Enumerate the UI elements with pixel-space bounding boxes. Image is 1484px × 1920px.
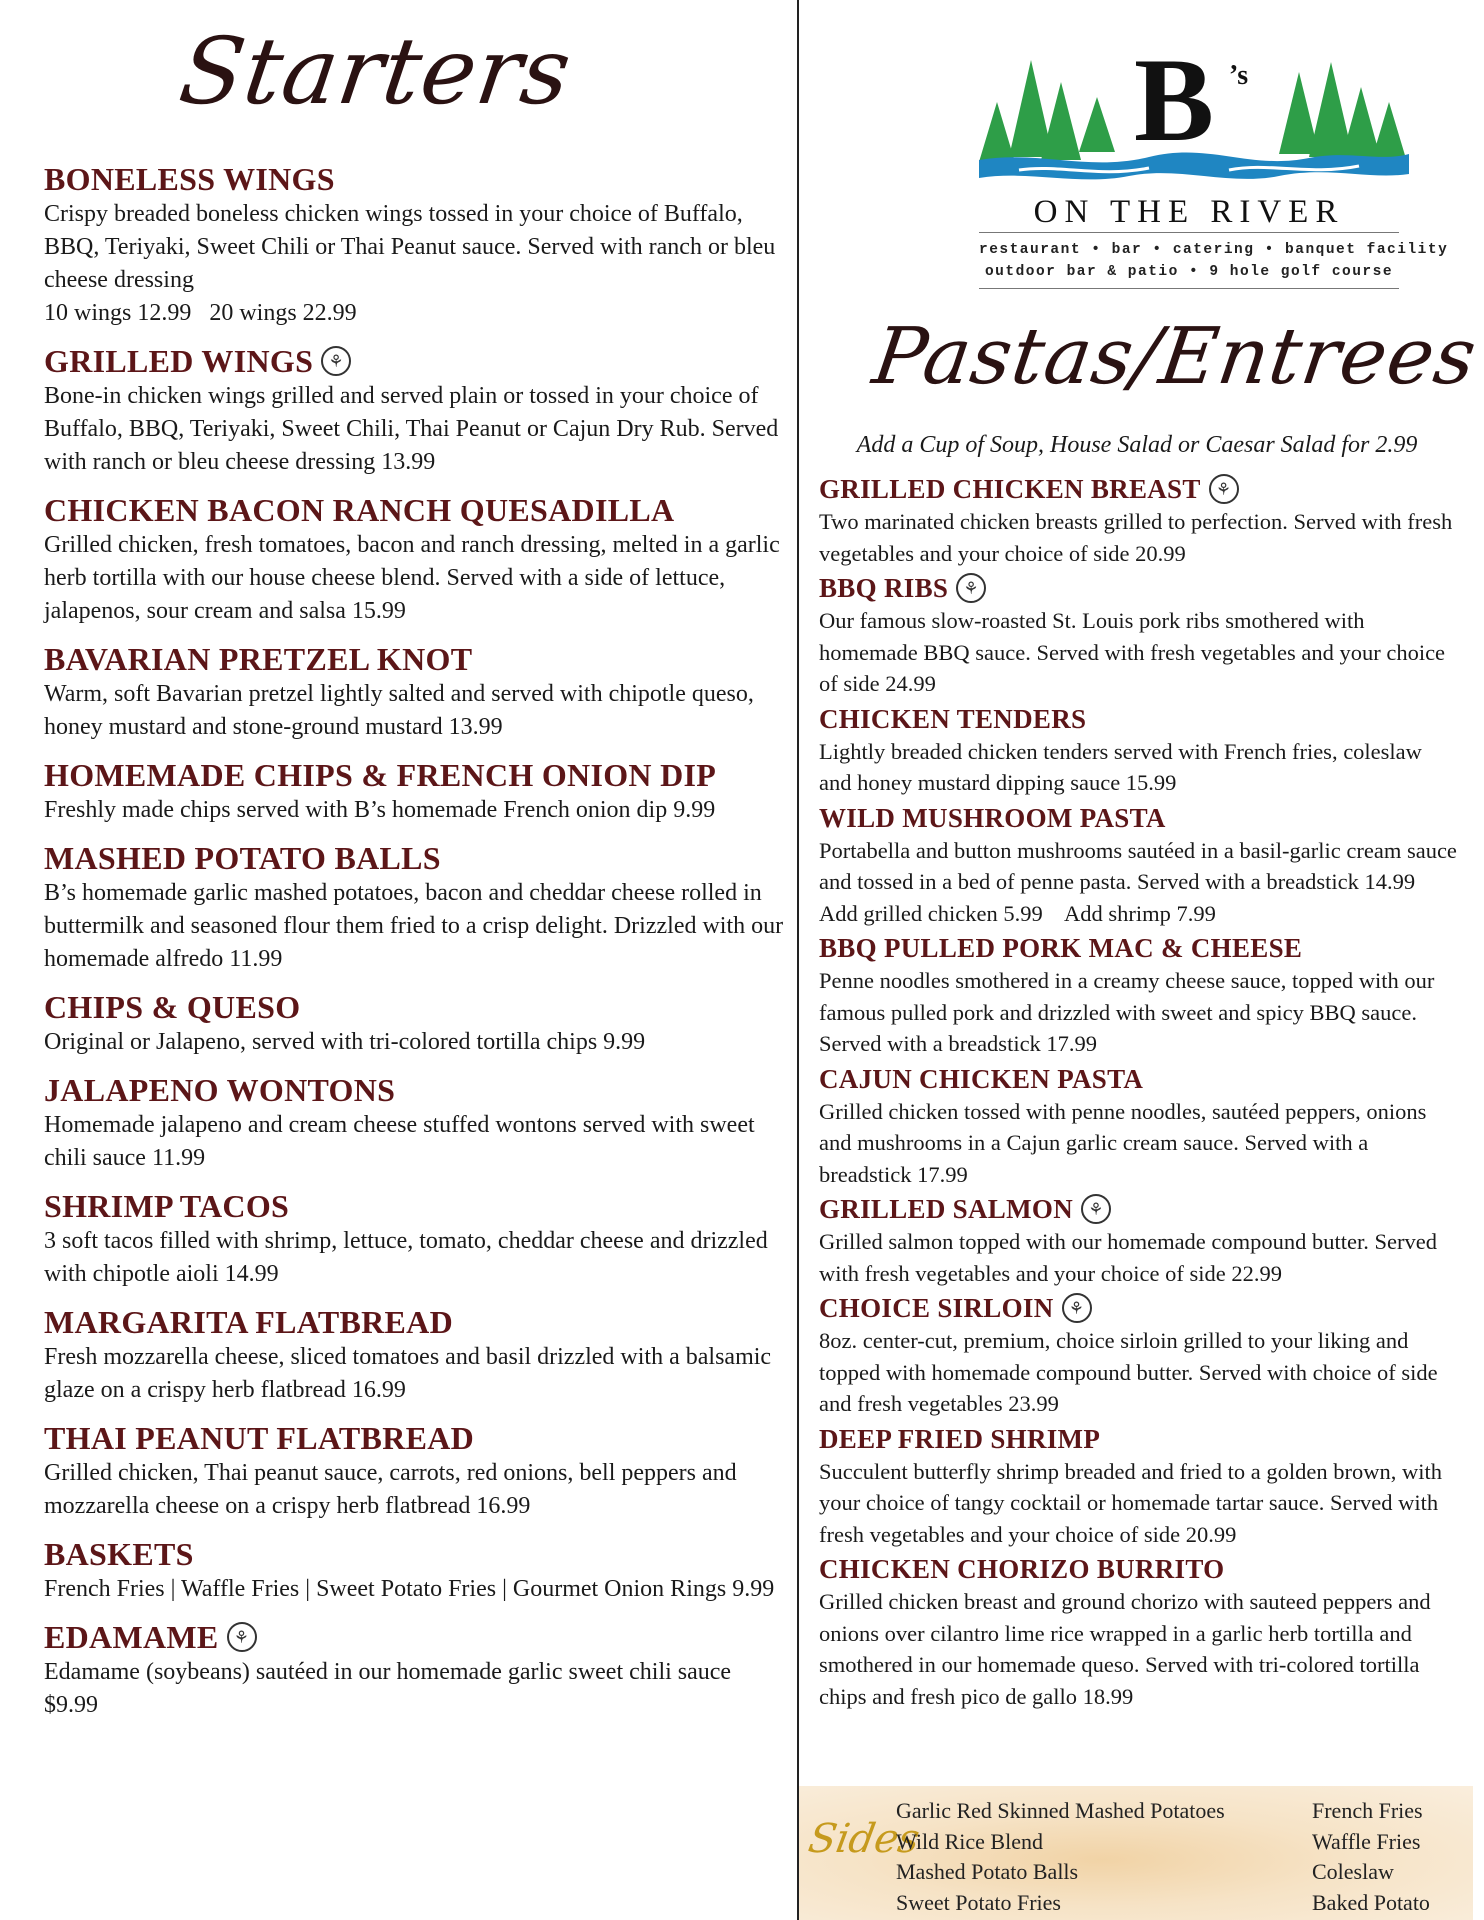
menu-item	[819, 472, 1459, 569]
logo-name: ON THE RIVER	[1033, 194, 1345, 230]
menu-item	[44, 160, 784, 330]
side-item: Baked Potato	[1312, 1889, 1430, 1915]
gluten-free-wheat-icon: ⚘	[1209, 474, 1239, 504]
side-item: Wild Rice Blend	[896, 1828, 1043, 1854]
menu-item-description: Penne noodles smothered in a creamy cheese sauce, topped with our famous pulled pork and drizzled with sweet and spicy BBQ sauce. Served with a breadstick 17.99	[819, 968, 1435, 1056]
menu-item-description: Grilled chicken breast and ground chorizo with sauteed peppers and onions over cilantro lime rice wrapped in a garlic herb tortilla and smothered in our homemade queso. Served with tri-colored tortilla chips and fresh pico de gallo 18.99	[819, 1589, 1431, 1709]
menu-item-description: 8oz. center-cut, premium, choice sirloin grilled to your liking and topped with homemade compound butter. Served with choice of side and fresh vegetables 23.99	[819, 1328, 1438, 1416]
menu-item	[44, 1303, 784, 1407]
menu-item-name	[44, 1618, 784, 1656]
menu-item-name-text: THAI PEANUT FLATBREAD	[44, 1420, 475, 1456]
menu-item-name	[44, 1535, 784, 1573]
menu-item-description: Grilled salmon topped with our homemade compound butter. Served with fresh vegetables and your choice of side 22.99	[819, 1229, 1438, 1286]
menu-item-name	[819, 1291, 1459, 1325]
entrees-subtitle: Add a Cup of Soup, House Salad or Caesar Salad for 2.99	[856, 432, 1418, 458]
menu-item-description: Warm, soft Bavarian pretzel lightly salted and served with chipotle queso, honey mustard and stone-ground mustard 13.99	[44, 681, 754, 740]
menu-item-description: Lightly breaded chicken tenders served with French fries, coleslaw and honey mustard dipping sauce 15.99	[819, 738, 1422, 795]
logo-tagline-1: restaurant • bar • catering • banquet facility	[979, 242, 1449, 258]
menu-item-description: Two marinated chicken breasts grilled to perfection. Served with fresh vegetables and your choice of side 20.99	[819, 509, 1453, 566]
menu-item-name	[819, 801, 1459, 835]
logo-letter: B	[1134, 33, 1215, 166]
side-item: French Fries	[1312, 1798, 1423, 1823]
menu-item	[44, 839, 784, 976]
gluten-free-wheat-icon: ⚘	[1081, 1194, 1111, 1224]
side-item: Waffle Fries	[1312, 1828, 1421, 1854]
menu-item	[819, 1552, 1459, 1712]
menu-item-name-text: CHIPS & QUESO	[44, 989, 301, 1025]
menu-item-name	[44, 1071, 784, 1109]
menu-item-name-text: BASKETS	[44, 1536, 194, 1572]
menu-item-name-text: CAJUN CHICKEN PASTA	[819, 1063, 1144, 1094]
menu-item-name-text: GRILLED WINGS	[44, 343, 314, 379]
logo-tagline-2: outdoor bar & patio • 9 hole golf course	[984, 264, 1394, 280]
menu-item-description: Freshly made chips served with B’s homemade French onion dip 9.99	[44, 797, 716, 823]
restaurant-logo	[979, 33, 1449, 292]
logo-rule	[979, 232, 1399, 233]
starters-list	[44, 160, 784, 1734]
side-item: Mashed Potato Balls	[896, 1859, 1079, 1884]
menu-item-name	[44, 839, 784, 877]
menu-item-name-text: BBQ PULLED PORK MAC & CHEESE	[819, 933, 1303, 963]
sides-label: Sides	[804, 1816, 924, 1862]
menu-item-name-text: CHOICE SIRLOIN	[819, 1293, 1054, 1323]
menu-item-description: Portabella and button mushrooms sautéed in a basil-garlic cream sauce and tossed in a bed of penne pasta. Served with a breadstick 14.99	[819, 837, 1457, 894]
menu-item	[44, 1535, 784, 1606]
menu-item	[819, 1422, 1459, 1551]
starters-title: Starters	[173, 18, 578, 125]
menu-item	[819, 1062, 1459, 1191]
logo-rule-bottom	[979, 288, 1399, 289]
menu-item-description: 3 soft tacos filled with shrimp, lettuce, tomato, cheddar cheese and drizzled with chipotle aioli 14.99	[44, 1228, 768, 1287]
menu-item-name	[44, 342, 784, 380]
sides-panel	[799, 1786, 1473, 1920]
menu-item-description: Original or Jalapeno, served with tri-colored tortilla chips 9.99	[44, 1029, 646, 1055]
menu-item-name-text: CHICKEN TENDERS	[819, 703, 1087, 734]
side-item: Garlic Red Skinned Mashed Potatoes	[896, 1798, 1225, 1823]
gluten-free-wheat-icon: ⚘	[227, 1622, 257, 1652]
menu-item-name-text: DEEP FRIED SHRIMP	[819, 1423, 1101, 1454]
gluten-free-wheat-icon: ⚘	[956, 573, 986, 603]
menu-item-name-text: GRILLED CHICKEN BREAST	[819, 474, 1201, 504]
menu-item-name	[44, 988, 784, 1026]
menu-item-name-text: WILD MUSHROOM PASTA	[819, 802, 1166, 833]
menu-item-name	[819, 1422, 1459, 1456]
menu-item	[44, 756, 784, 827]
menu-item-description: Grilled chicken, fresh tomatoes, bacon and ranch dressing, melted in a garlic herb tortilla with our house cheese blend. Served with a side of lettuce, jalapenos, sour cream and salsa 15.99	[44, 532, 780, 624]
side-item: Coleslaw	[1312, 1859, 1394, 1884]
menu-item	[819, 571, 1459, 700]
menu-item-name-text: HOMEMADE CHIPS & FRENCH ONION DIP	[44, 757, 717, 793]
menu-item-name-text: CHICKEN BACON RANCH QUESADILLA	[44, 492, 675, 528]
menu-item-extra: Add grilled chicken 5.99 Add shrimp 7.99	[819, 900, 1216, 926]
menu-item-name	[819, 931, 1459, 965]
menu-item-description: Grilled chicken, Thai peanut sauce, carrots, red onions, bell peppers and mozzarella cheese on a crispy herb flatbread 16.99	[44, 1460, 737, 1519]
menu-item-name	[44, 1419, 784, 1457]
menu-item	[819, 1192, 1459, 1289]
menu-item-name	[44, 491, 784, 529]
menu-item-name-text: MARGARITA FLATBREAD	[44, 1304, 453, 1340]
gluten-free-wheat-icon: ⚘	[1062, 1293, 1092, 1323]
side-item: Sweet Potato Fries	[896, 1889, 1061, 1915]
sides-column-1	[896, 1796, 1225, 1918]
menu-item	[819, 1291, 1459, 1420]
menu-item	[44, 342, 784, 479]
menu-item-description: Fresh mozzarella cheese, sliced tomatoes and basil drizzled with a balsamic glaze on a crispy herb flatbread 16.99	[44, 1344, 772, 1403]
menu-item-description: Succulent butterfly shrimp breaded and fried to a golden brown, with your choice of tangy cocktail or homemade tartar sauce. Served with fresh vegetables and your choice of side 20.99	[819, 1458, 1442, 1547]
menu-item-name	[819, 1062, 1459, 1096]
menu-item-name-text: BAVARIAN PRETZEL KNOT	[44, 641, 473, 677]
menu-item	[819, 931, 1459, 1060]
menu-item-name-text: JALAPENO WONTONS	[44, 1072, 396, 1108]
menu-item-name	[819, 472, 1459, 506]
menu-item-name	[819, 1552, 1459, 1586]
menu-item-description: Homemade jalapeno and cream cheese stuffed wontons served with sweet chili sauce 11.99	[44, 1112, 755, 1171]
menu-item-name-text: GRILLED SALMON	[819, 1194, 1073, 1224]
column-divider	[797, 0, 799, 1920]
sides-column-2	[1312, 1796, 1430, 1918]
menu-item-name	[44, 1187, 784, 1225]
menu-item	[44, 1618, 784, 1722]
gluten-free-wheat-icon: ⚘	[321, 346, 351, 376]
menu-item-name-text: BONELESS WINGS	[44, 161, 335, 197]
menu-item-name	[819, 1192, 1459, 1226]
menu-item-description: Grilled chicken tossed with penne noodles, sautéed peppers, onions and mushrooms in a Cajun garlic cream sauce. Served with a breadstick 17.99	[819, 1098, 1427, 1187]
menu-item-description: Our famous slow-roasted St. Louis pork ribs smothered with homemade BBQ sauce. Served with fresh vegetables and your choice of side 24.99	[819, 608, 1446, 696]
menu-item-name-text: BBQ RIBS	[819, 573, 949, 603]
menu-item-name-text: EDAMAME	[44, 1619, 219, 1655]
menu-item-name	[819, 571, 1459, 605]
menu-item-description: B’s homemade garlic mashed potatoes, bacon and cheddar cheese rolled in buttermilk and seasoned flour them fried to a crisp delight. Drizzled with our homemade alfredo 11.99	[44, 880, 784, 972]
menu-item	[44, 640, 784, 744]
entrees-list	[819, 472, 1459, 1714]
entrees-title: Pastas/Entrees	[867, 312, 1483, 402]
menu-item-name	[44, 1303, 784, 1341]
menu-item-name	[819, 702, 1459, 736]
menu-item	[819, 801, 1459, 930]
menu-item-name-text: MASHED POTATO BALLS	[44, 840, 441, 876]
menu-item-description: Edamame (soybeans) sautéed in our homemade garlic sweet chili sauce $9.99	[44, 1659, 732, 1718]
menu-item	[44, 1419, 784, 1523]
menu-item	[44, 1187, 784, 1291]
menu-item-description: Bone-in chicken wings grilled and served plain or tossed in your choice of Buffalo, BBQ, Teriyaki, Sweet Chili, Thai Peanut or Cajun Dry Rub. Served with ranch or bleu cheese dressing 13.99	[44, 383, 779, 475]
menu-item-name	[44, 640, 784, 678]
menu-item-name	[44, 756, 784, 794]
menu-item-name-text: CHICKEN CHORIZO BURRITO	[819, 1554, 1225, 1584]
menu-item	[44, 491, 784, 628]
logo-suffix: ’s	[1229, 60, 1249, 91]
menu-item	[44, 1071, 784, 1175]
menu-item	[819, 702, 1459, 799]
menu-item-extra: 10 wings 12.99 20 wings 22.99	[44, 300, 357, 326]
menu-item-description: Crispy breaded boneless chicken wings tossed in your choice of Buffalo, BBQ, Teriyaki, Sweet Chili or Thai Peanut sauce. Served with ranch or bleu cheese dressing	[44, 201, 776, 293]
menu-item-name-text: SHRIMP TACOS	[44, 1188, 290, 1224]
menu-item	[44, 988, 784, 1059]
menu-item-description: French Fries | Waffle Fries | Sweet Potato Fries | Gourmet Onion Rings 9.99	[44, 1576, 775, 1602]
menu-item-name	[44, 160, 784, 198]
